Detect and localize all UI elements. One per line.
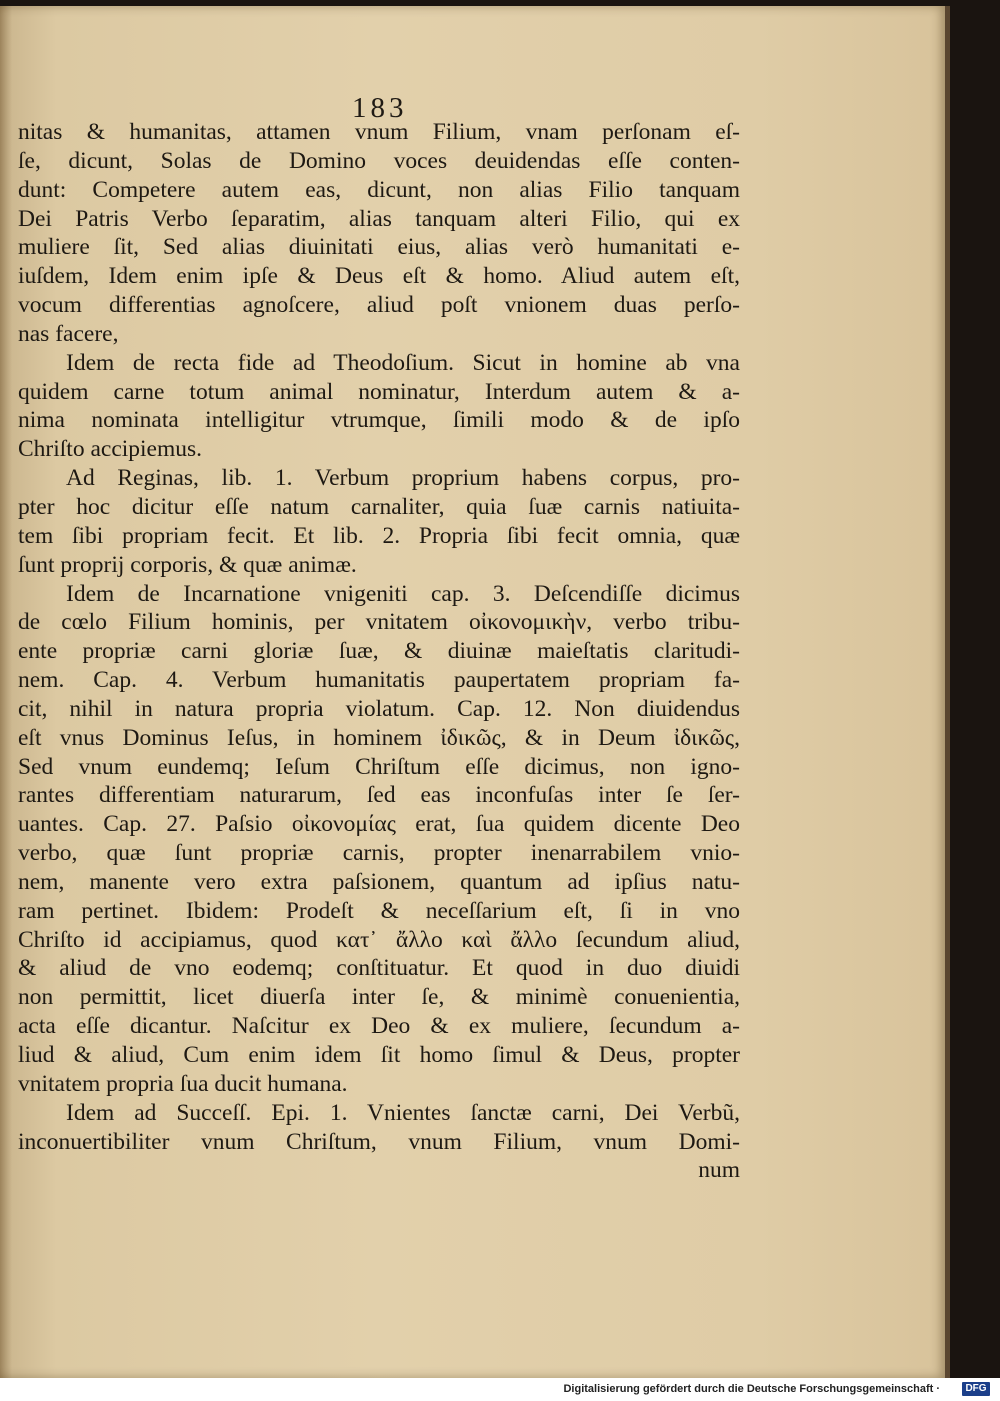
text-line: rantes differentiam naturarum, ſed eas inconfuſas inter ſe ſer- xyxy=(18,782,740,809)
text-line: Dei Patris Verbo ſeparatim, alias tanquam alteri Filio, qui ex xyxy=(18,205,740,232)
text-line: iuſdem, Idem enim ipſe & Deus eſt & homo. Aliud autem eſt, xyxy=(18,263,740,290)
body-text xyxy=(18,118,740,1185)
text-line: cit, nihil in natura propria violatum. Cap. 12. Non diuidendus xyxy=(18,695,740,722)
text-line: non permittit, licet diuerſa inter ſe, & minimè conuenientia, xyxy=(18,984,740,1011)
text-line: ram pertinet. Ibidem: Prodeſt & neceſſarium eſt, ſi in vno xyxy=(18,897,740,924)
text-line: tem ſibi propriam fecit. Et lib. 2. Propria ſibi fecit omnia, quæ xyxy=(18,522,740,549)
page-gutter-shadow xyxy=(0,6,12,1378)
text-line: Idem de recta fide ad Theodoſium. Sicut in homine ab vna xyxy=(66,349,740,376)
catchword: num xyxy=(698,1157,740,1184)
text-line: nas facere, xyxy=(18,320,119,347)
page-number: 183 xyxy=(352,92,408,124)
text-line: uantes. Cap. 27. Paſsio οἰκονομίας erat, ſua quidem dicente Deo xyxy=(18,811,740,838)
text-line: ente propriæ carni gloriæ ſuæ, & diuinæ maieſtatis claritudi- xyxy=(18,638,740,665)
text-line: Chriſto id accipiamus, quod κατ᾽ ἄλλο καὶ ἄλλο ſecundum aliud, xyxy=(18,926,740,953)
text-line: Chriſto accipiemus. xyxy=(18,436,203,463)
digitization-credit: Digitalisierung gefördert durch die Deutsche Forschungsgemeinschaft · xyxy=(563,1383,940,1395)
text-line: Sed vnum eundemq; Ieſum Chriſtum eſſe dicimus, non igno- xyxy=(18,753,740,780)
text-line: quidem carne totum animal nominatur, Interdum autem & a- xyxy=(18,378,740,405)
text-line: vocum differentias agnoſcere, aliud poſt vnionem duas perſo- xyxy=(18,292,740,319)
text-line: de cœlo Filium hominis, per vnitatem οἰκονομικὴν, verbo tribu- xyxy=(18,609,740,636)
text-line: acta eſſe dicantur. Naſcitur ex Deo & ex muliere, ſecundum a- xyxy=(18,1013,740,1040)
text-line: nem. Cap. 4. Verbum humanitatis paupertatem propriam fa- xyxy=(18,667,740,694)
text-line: liud & aliud, Cum enim idem ſit homo ſimul & Deus, propter xyxy=(18,1042,740,1068)
text-line: muliere ſit, Sed alias diuinitati eius, alias verò humanitati e- xyxy=(18,234,740,261)
text-line: nitas & humanitas, attamen vnum Filium, vnam perſonam eſ- xyxy=(18,119,740,145)
text-line: & aliud de vno eodemq; conſtituatur. Et quod in duo diuidi xyxy=(18,955,740,982)
text-line: ſunt proprij corporis, & quæ animæ. xyxy=(18,551,357,578)
text-line: Idem de Incarnatione vnigeniti cap. 3. Deſcendiſſe dicimus xyxy=(66,580,740,607)
text-line: eſt vnus Dominus Ieſus, in hominem ἰδικῶς, & in Deum ἰδικῶς, xyxy=(18,724,740,751)
text-line: ſe, dicunt, Solas de Domino voces deuidendas eſſe conten- xyxy=(18,147,740,174)
text-line: dunt: Competere autem eas, dicunt, non alias Filio tanquam xyxy=(18,176,740,203)
text-line: verbo, quæ ſunt propriæ carnis, propter inenarrabilem vnio- xyxy=(18,840,740,867)
text-line: Idem ad Succeſſ. Epi. 1. Vnientes ſanctæ carni, Dei Verbũ, xyxy=(66,1099,740,1126)
text-line: Ad Reginas, lib. 1. Verbum proprium habens corpus, pro- xyxy=(66,465,740,492)
dfg-logo: DFG xyxy=(962,1382,990,1396)
text-line: vnitatem propria ſua ducit humana. xyxy=(18,1070,348,1097)
text-line: pter hoc dicitur eſſe natum carnaliter, quia ſuæ carnis natiuita- xyxy=(18,493,740,520)
text-line: nima nominata intelligitur vtrumque, ſimili modo & de ipſo xyxy=(18,407,740,434)
text-line: nem, manente vero extra paſsionem, quantum ad ipſius natu- xyxy=(18,868,740,895)
page-edge xyxy=(945,6,950,1378)
text-line: inconuertibiliter vnum Chriſtum, vnum Filium, vnum Domi- xyxy=(18,1128,740,1155)
